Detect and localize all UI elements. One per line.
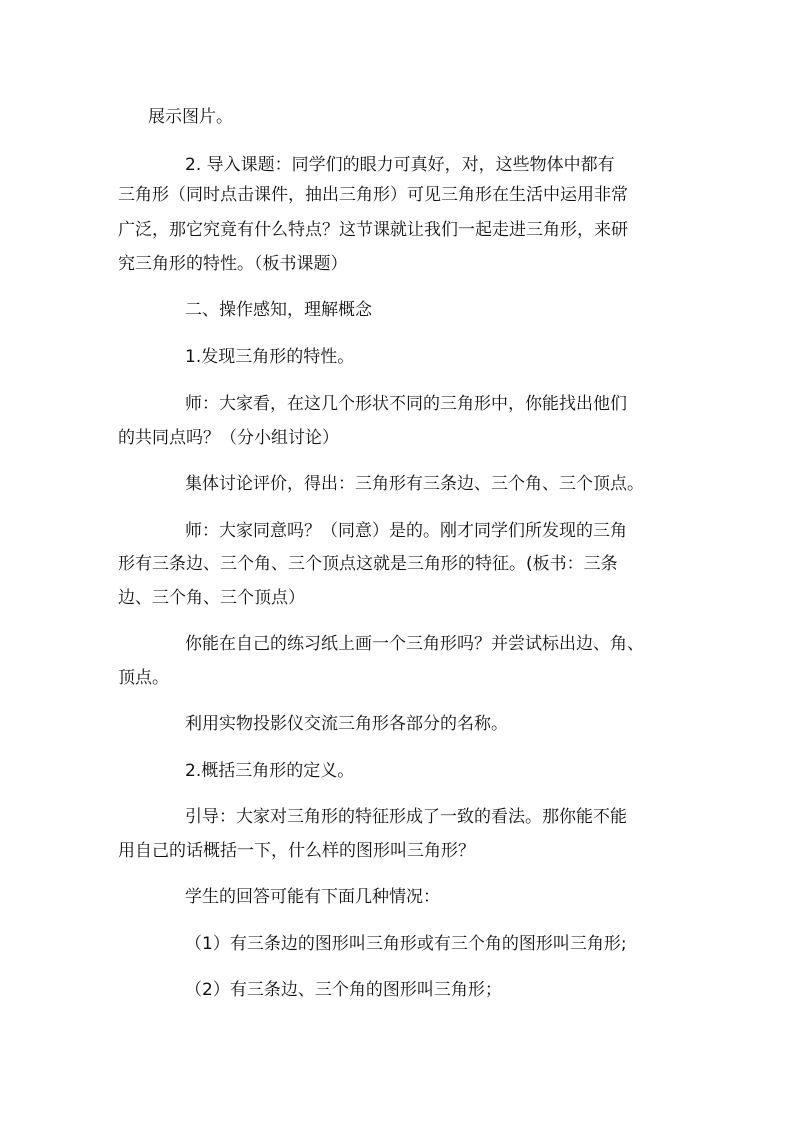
text-line: 的共同点吗？（分小组讨论） <box>118 428 339 448</box>
text-line: 形有三条边、三个角、三个顶点这就是三角形的特征。(板书：三条 <box>118 554 618 574</box>
text-line: 你能在自己的练习纸上画一个三角形吗？并尝试标出边、角、 <box>185 634 644 654</box>
text-line: 广泛，那它究竟有什么特点？这节课就让我们一起走进三角形，来研 <box>118 220 628 240</box>
section-heading: 二、操作感知，理解概念 <box>185 300 372 320</box>
text-line: 展示图片。 <box>148 107 233 127</box>
text-line: 利用实物投影仪交流三角形各部分的名称。 <box>185 714 508 734</box>
text-line: 用自己的话概括一下，什么样的图形叫三角形？ <box>118 841 475 861</box>
text-line: 引导：大家对三角形的特征形成了一致的看法。那你能不能 <box>185 807 627 827</box>
text-line: 师：大家同意吗？（同意）是的。刚才同学们所发现的三角 <box>185 521 627 541</box>
subsection-heading: 2.概括三角形的定义。 <box>185 761 355 781</box>
list-item: （1）有三条边的图形叫三角形或有三个角的图形叫三角形; <box>185 934 627 954</box>
text-line: 究三角形的特性。（板书课题） <box>118 254 348 274</box>
text-line: 顶点。 <box>118 668 169 688</box>
list-item: （2）有三条边、三个角的图形叫三角形； <box>185 980 502 1000</box>
text-line: 学生的回答可能有下面几种情况： <box>185 887 440 907</box>
text-line: 2. 导入课题：同学们的眼力可真好，对，这些物体中都有 <box>185 155 615 175</box>
text-line: 三角形（同时点击课件，抽出三角形）可见三角形在生活中运用非常 <box>118 185 628 205</box>
text-line: 集体讨论评价，得出：三角形有三条边、三个角、三个顶点。 <box>185 474 644 494</box>
text-line: 师：大家看，在这几个形状不同的三角形中，你能找出他们 <box>185 394 627 414</box>
text-line: 边、三个角、三个顶点） <box>118 588 305 608</box>
subsection-heading: 1.发现三角形的特性。 <box>185 347 355 367</box>
